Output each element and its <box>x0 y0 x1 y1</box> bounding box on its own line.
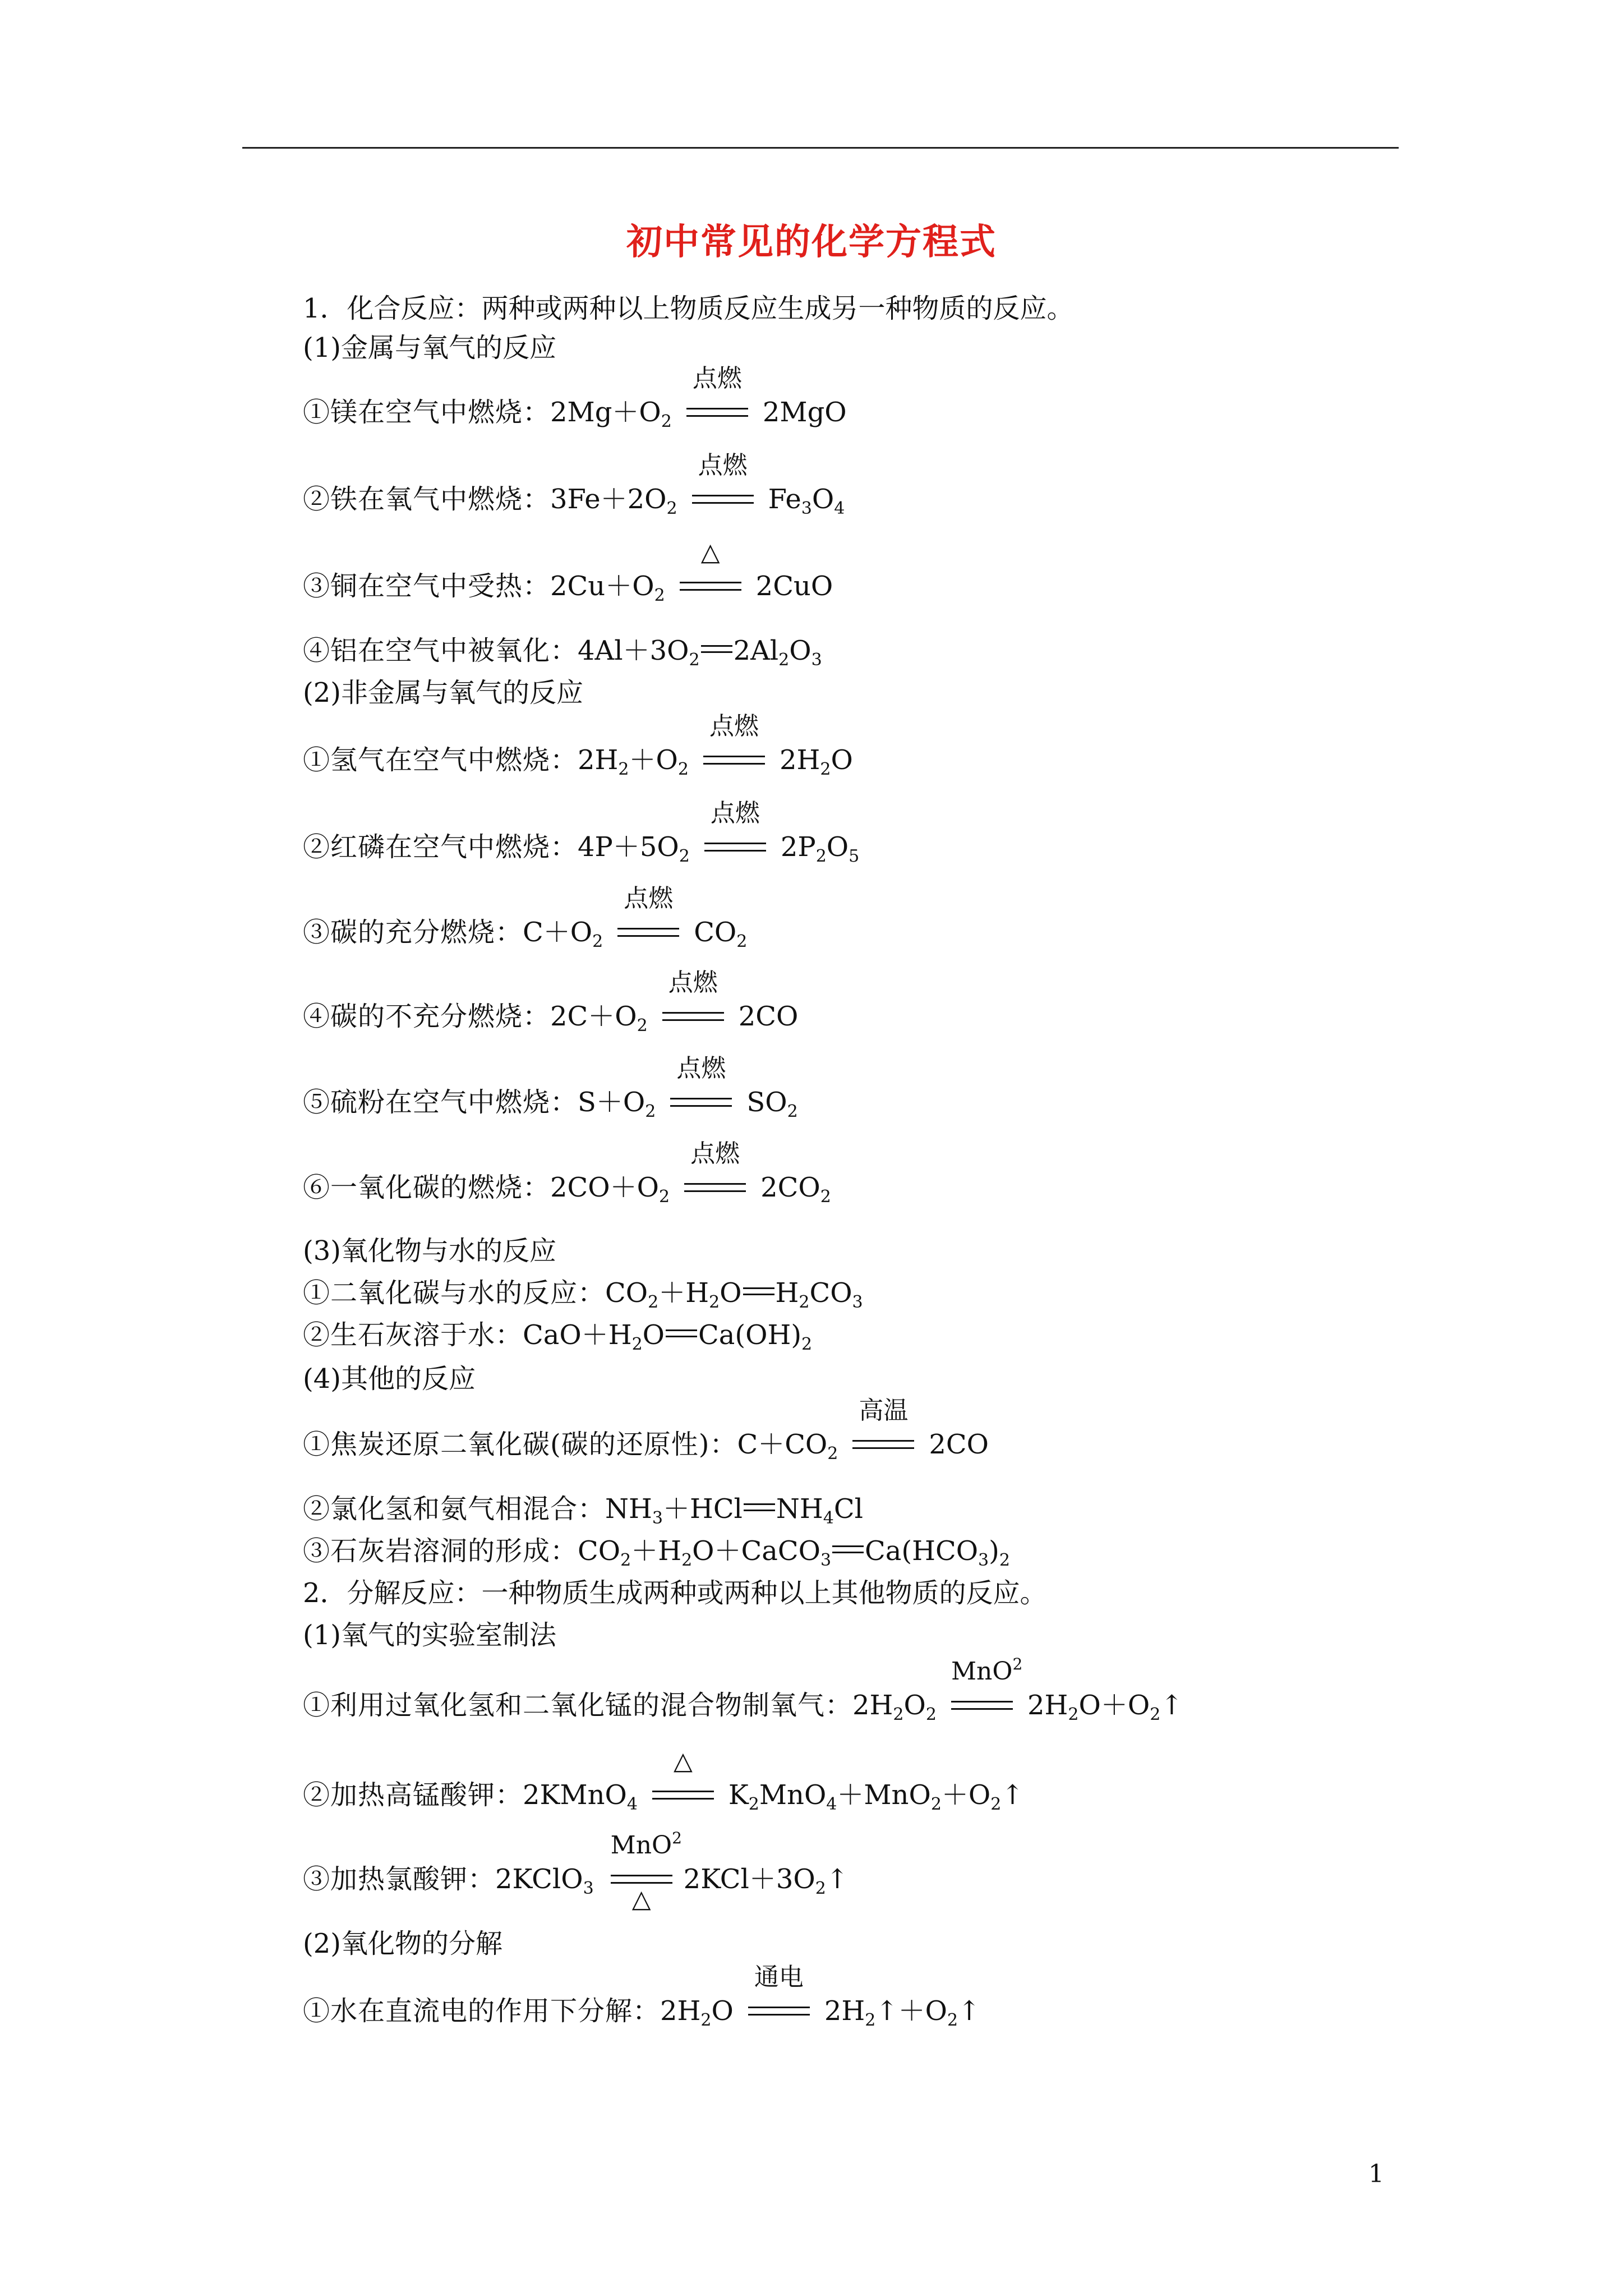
condition: 点燃 <box>617 915 679 949</box>
section-1-heading: 1．化合反应：两种或两种以上物质反应生成另一种物质的反应。 <box>303 293 1074 324</box>
equals-sign <box>666 1329 697 1337</box>
equation-label: ③铜在空气中受热： <box>303 570 551 602</box>
condition: 点燃 <box>670 1085 732 1119</box>
equation-line: ①镁在空气中燃烧：$2Mg+O_2$ 点燃 2MgO <box>303 364 847 431</box>
equation-line: ①水在直流电的作用下分解：$2H_2O$ 通电 $2H_2↑+O_2↑$ <box>303 1963 981 2030</box>
equation-label: ①利用过氧化氢和二氧化锰的混合物制氧气： <box>303 1690 853 1721</box>
condition: 点燃 <box>662 1000 724 1033</box>
equation-label: ②生石灰溶于水： <box>303 1319 523 1351</box>
equation-label: ②红磷在空气中燃烧： <box>303 831 578 863</box>
condition: △ <box>680 569 741 603</box>
equation-label: ①焦炭还原二氧化碳(碳的还原性)： <box>303 1429 737 1460</box>
equals-sign <box>832 1545 864 1553</box>
equation-label: ②铁在氧气中燃烧： <box>303 484 551 515</box>
condition: MnO$^2$ <box>951 1688 1013 1722</box>
equation-label: ③碳的充分燃烧： <box>303 917 523 948</box>
equation-line: ⑤硫粉在空气中燃烧：$S+O_2$ 点燃 $SO_2$ <box>303 1054 798 1121</box>
equation-line: ③碳的充分燃烧：$C+O_2$ 点燃 $CO_2$ <box>303 884 748 951</box>
page-number: 1 <box>1368 2160 1384 2188</box>
equation-line: ④碳的不充分燃烧：$2C+O_2$ 点燃 2CO <box>303 968 799 1036</box>
condition: 点燃 <box>704 830 766 864</box>
equation-line: ①氢气在空气中燃烧：$2H_2+O_2$ 点燃 $2H_2O$ <box>303 712 853 779</box>
equation-label: ③石灰岩溶洞的形成： <box>303 1535 578 1567</box>
section-1-sub-2: (2)非金属与氧气的反应 <box>303 677 583 708</box>
condition: 点燃 <box>686 395 748 429</box>
section-2-sub-1: (1)氧气的实验室制法 <box>303 1619 556 1651</box>
condition: MnO$^2$ △ <box>610 1829 682 1913</box>
section-1-sub-4: (4)其他的反应 <box>303 1363 476 1395</box>
section-1-sub-3: (3)氧化物与水的反应 <box>303 1235 556 1267</box>
equation-label: ③加热氯酸钾： <box>303 1864 496 1895</box>
equation-line: ②加热高锰酸钾：2KMnO$_4$ △ $K_2MnO_4+MnO_2+O_2↑$ <box>303 1747 1024 1814</box>
equation-label: ⑥一氧化碳的燃烧： <box>303 1172 551 1203</box>
condition: △ <box>652 1778 714 1812</box>
equation-line: ③铜在空气中受热：$2Cu+O_2$ △ 2CuO <box>303 538 833 605</box>
condition: 点燃 <box>684 1171 746 1204</box>
equation-label: ④碳的不充分燃烧： <box>303 1001 551 1032</box>
equation-line: ②铁在氧气中燃烧：$3Fe+2O_2$ 点燃 $Fe_3O_4$ <box>303 451 845 518</box>
equation-label: ②氯化氢和氨气相混合： <box>303 1493 606 1525</box>
section-2-heading: 2．分解反应：一种物质生成两种或两种以上其他物质的反应。 <box>303 1577 1047 1609</box>
equation-line: ②生石灰溶于水：$CaO+H_2O$ $Ca(OH)_2$ <box>303 1319 813 1354</box>
equation-line: ③石灰岩溶洞的形成：$CO_2+H_2O+CaCO_3$ $Ca(HCO_3)_2$ <box>303 1535 1010 1570</box>
equation-label: ①氢气在空气中燃烧： <box>303 744 578 776</box>
equation-line: ④铝在空气中被氧化：$4Al+3O_2$ $2Al_2O_3$ <box>303 635 822 670</box>
equation-label: ①水在直流电的作用下分解： <box>303 1995 661 2027</box>
page-title: 初中常见的化学方程式 <box>626 221 997 263</box>
equation-label: ①镁在空气中燃烧： <box>303 397 551 428</box>
section-1-sub-1: (1)金属与氧气的反应 <box>303 332 556 364</box>
equals-sign <box>743 1287 774 1295</box>
equation-line: ②红磷在空气中燃烧：$4P+5O_2$ 点燃 $2P_2O_5$ <box>303 799 860 866</box>
equation-label: ①二氧化碳与水的反应： <box>303 1277 606 1309</box>
section-2-sub-2: (2)氧化物的分解 <box>303 1928 502 1959</box>
equals-sign <box>701 645 732 653</box>
condition: 高温 <box>852 1428 914 1461</box>
equation-line: ②氯化氢和氨气相混合：$NH_3+HCl$ $NH_4Cl$ <box>303 1493 863 1528</box>
equation-label: ④铝在空气中被氧化： <box>303 635 578 666</box>
equation-line: ①利用过氧化氢和二氧化锰的混合物制氧气：$2H_2O_2$ MnO$^2$ $2H_2O+O_2↑$ <box>303 1655 1183 1724</box>
equals-sign <box>744 1503 775 1511</box>
equation-line: ①焦炭还原二氧化碳(碳的还原性)：$C+CO_2$ 高温 2CO <box>303 1396 989 1464</box>
condition: 点燃 <box>692 482 754 516</box>
header-rule <box>242 147 1399 149</box>
equation-line: ⑥一氧化碳的燃烧：$2CO+O_2$ 点燃 $2CO_2$ <box>303 1139 831 1207</box>
condition: 通电 <box>748 1994 810 2028</box>
equation-label: ⑤硫粉在空气中燃烧： <box>303 1087 578 1118</box>
condition: 点燃 <box>703 743 765 777</box>
equation-label: ②加热高锰酸钾： <box>303 1779 523 1811</box>
equation-line: ①二氧化碳与水的反应：$CO_2+H_2O$ $H_2CO_3$ <box>303 1277 863 1312</box>
equation-line: ③加热氯酸钾：2KClO$_3$ MnO$^2$ △ $2KCl+3O_2↑$ <box>303 1829 849 1913</box>
